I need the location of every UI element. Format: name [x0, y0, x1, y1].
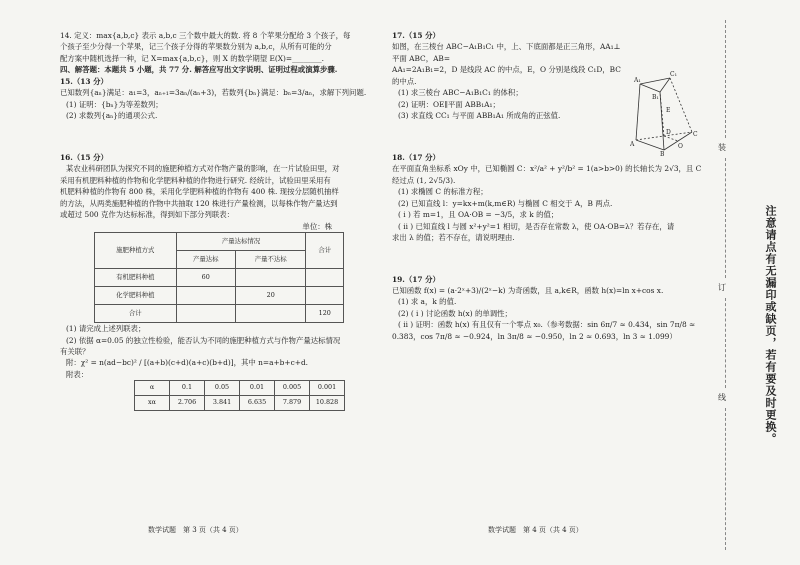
cell: 20 [235, 287, 306, 305]
row-label: 合计 [95, 305, 177, 323]
footer-page-4: 数学试题 第 4 页（共 4 页） [488, 526, 583, 534]
q19-part-2: (2) ( i ) 讨论函数 h(x) 的单调性； [398, 308, 512, 318]
q17-title: 17.（15 分） [392, 31, 440, 40]
q16-stem-4: 的方法，从两类施肥种植的作物中共抽取 120 株进行产量检测，以每株作物产量达到 [60, 198, 338, 208]
th-group: 产量达标情况 [176, 233, 306, 251]
cell: 3.841 [205, 396, 240, 411]
cell [235, 269, 306, 287]
q14-line-2: 个孩子至少分得一个苹果，记三个孩子分得的苹果数分别为 a,b,c，从所有可能的分 [60, 42, 332, 52]
cell: 120 [306, 305, 344, 323]
row-label: xα [135, 396, 170, 411]
q17-part-2: (2) 证明：OE∥平面 ABB₁A₁； [398, 99, 500, 109]
page-3 [60, 30, 400, 411]
q18-part-2ii-b: 求出 λ 的值；若不存在，请说明理由. [392, 233, 515, 243]
q14-line-3: 配方案中随机选择一种，记 X=max{a,b,c}，则 X 的数学期望 E(X)=________. [60, 53, 325, 63]
frustum-figure [630, 66, 700, 156]
q18-part-2ii-a: ( ii ) 已知直线 l 与圆 x²+y²=1 相切，是否存在常数 λ，使 OA·OB=λ？若存在，请 [398, 221, 675, 231]
th-method: 施肥种植方式 [95, 233, 177, 269]
table-row [95, 287, 344, 305]
fig-label: A [630, 141, 635, 148]
section-heading: 四、解答题：本题共 5 小题，共 77 分. 解答应写出文字说明、证明过程或演算步骤. [60, 65, 338, 75]
fig-label: A₁ [634, 77, 641, 84]
q19-part-2ii-b: 0.383，cos 7π/8 ≈ −0.924，ln 3π/8 ≈ −0.950，ln 2 ≈ 0.693，ln 3 ≈ 1.099） [392, 331, 677, 341]
q17-stem-2: AA₁=2A₁B₁=2，D 是线段 AC 的中点，E，O 分别是线段 C₁D，BC 的中点. [392, 65, 621, 86]
cell: 2.706 [170, 396, 205, 411]
q15-stem: 已知数列{aₙ}满足：a₁=3，aₙ₊₁=3aₙ/(aₙ+3)，若数列{bₙ}满足：bₙ=3/aₙ，求解下列问题. [60, 88, 367, 98]
q16-part-2b: 有关联？ [60, 346, 90, 356]
q15-part-2: (2) 求数列{aₙ}的通项公式. [66, 111, 158, 121]
q17-stem-1: 如图，在三棱台 ABC−A₁B₁C₁ 中，上、下底面都是正三角形，AA₁⊥平面 ABC，AB= [392, 42, 621, 63]
binding-label-zhuang: 装 [718, 143, 726, 152]
th-pass: 产量达标 [176, 251, 235, 269]
q19-part-2ii-a: ( ii ) 证明：函数 h(x) 有且仅有一个零点 x₀.（参考数据：sin 6π/7 ≈ 0.434，sin 7π/8 ≈ [398, 320, 696, 330]
cell: 0.05 [205, 381, 240, 396]
q18-stem-1: 在平面直角坐标系 xOy 中，已知椭圆 C：x²/a² + y²/b² = 1(a>b>0) 的长轴长为 2√3，且 C [392, 164, 702, 174]
fig-label: B [660, 151, 665, 156]
cell [176, 305, 235, 323]
th-total: 合计 [306, 233, 344, 269]
fig-label: C₁ [670, 71, 677, 78]
cell: 6.635 [240, 396, 275, 411]
cell: 0.1 [170, 381, 205, 396]
row-label: α [135, 381, 170, 396]
cell: 0.001 [310, 381, 345, 396]
th-fail: 产量不达标 [235, 251, 306, 269]
chi-square-formula: 附：χ² = n(ad−bc)² / [(a+b)(c+d)(a+c)(b+d)]，其中 n=a+b+c+d. [66, 358, 309, 368]
q15-title: 15.（13 分） [60, 76, 108, 86]
cell [176, 287, 235, 305]
table-row [135, 381, 345, 396]
q16-stem-2: 采用有机肥料种植的作物和化学肥料种植的作物进行研究. 经统计，试验田里采用有 [60, 175, 331, 185]
cell: 0.01 [240, 381, 275, 396]
fig-label: D [666, 129, 671, 136]
binding-margin [714, 20, 738, 550]
q17-part-3: (3) 求直线 CC₁ 与平面 ABB₁A₁ 所成角的正弦值. [398, 111, 561, 121]
row-label: 化学肥料种植 [95, 287, 177, 305]
cell [306, 269, 344, 287]
q18-stem-2: 经过点 (1, 2√5/3). [392, 175, 456, 185]
fig-label: E [666, 107, 671, 114]
footer-page-3: 数学试题 第 3 页（共 4 页） [148, 526, 243, 534]
table-row [95, 269, 344, 287]
page-4 [392, 30, 704, 342]
table-row [95, 305, 344, 323]
q14-line-1: 14. 定义：max{a,b,c} 表示 a,b,c 三个数中最大的数. 将 8 个苹果分配给 3 个孩子，每 [60, 31, 351, 40]
cell: 7.879 [275, 396, 310, 411]
contingency-table [94, 232, 344, 323]
q19-part-1: (1) 求 a，k 的值. [398, 297, 457, 307]
q16-part-1: (1) 请完成上述列联表； [66, 324, 146, 334]
table-row [135, 396, 345, 411]
q18-part-1: (1) 求椭圆 C 的标准方程； [398, 187, 488, 197]
cell: 0.005 [275, 381, 310, 396]
q18-part-2i: ( i ) 若 m=1，且 OA·OB = −3/5，求 k 的值； [398, 210, 559, 220]
table-unit: 单位：株 [302, 221, 332, 231]
cell: 60 [176, 269, 235, 287]
binding-label-xian: 线 [718, 393, 726, 402]
q19-title: 19.（17 分） [392, 274, 440, 284]
q15-part-1: (1) 证明：{bₙ}为等差数列； [66, 99, 163, 109]
binding-notice: 注意请点有无漏印或缺页，若有要及时更换。 [764, 205, 777, 445]
cell [306, 287, 344, 305]
q18-title: 18.（17 分） [392, 152, 440, 162]
fig-label: C [693, 131, 698, 138]
q16-title: 16.（15 分） [60, 152, 108, 162]
q16-stem-3: 机肥料种植的作物有 800 株，采用化学肥料种植的作物有 400 株. 现按分层随机抽样 [60, 187, 339, 197]
binding-label-ding: 订 [718, 283, 726, 292]
row-label: 有机肥料种植 [95, 269, 177, 287]
q18-part-2: (2) 已知直线 l：y=kx+m(k,m∈R) 与椭圆 C 相交于 A，B 两点. [398, 198, 613, 208]
q17-part-1: (1) 求三棱台 ABC−A₁B₁C₁ 的体积； [398, 88, 523, 98]
fig-label: O [678, 143, 683, 150]
q16-part-2a: (2) 依据 α=0.05 的独立性检验，能否认为不同的施肥种植方式与作物产量达标情况 [66, 335, 341, 345]
attach-label: 附表： [66, 369, 89, 379]
q19-stem: 已知函数 f(x) = (a·2ˣ+3)/(2ˣ−k) 为奇函数，且 a,k∈R，函数 h(x)=ln x+cos x. [392, 285, 664, 295]
fig-label: B₁ [652, 94, 659, 101]
q16-stem-5: 或超过 500 克作为达标标准，得到如下部分列联表： [60, 210, 235, 220]
cell: 10.828 [310, 396, 345, 411]
cell [235, 305, 306, 323]
q16-stem-1: 某农业科研团队为探究不同的施肥种植方式对作物产量的影响，在一片试验田里，对 [66, 164, 340, 174]
critical-value-table [134, 380, 345, 411]
